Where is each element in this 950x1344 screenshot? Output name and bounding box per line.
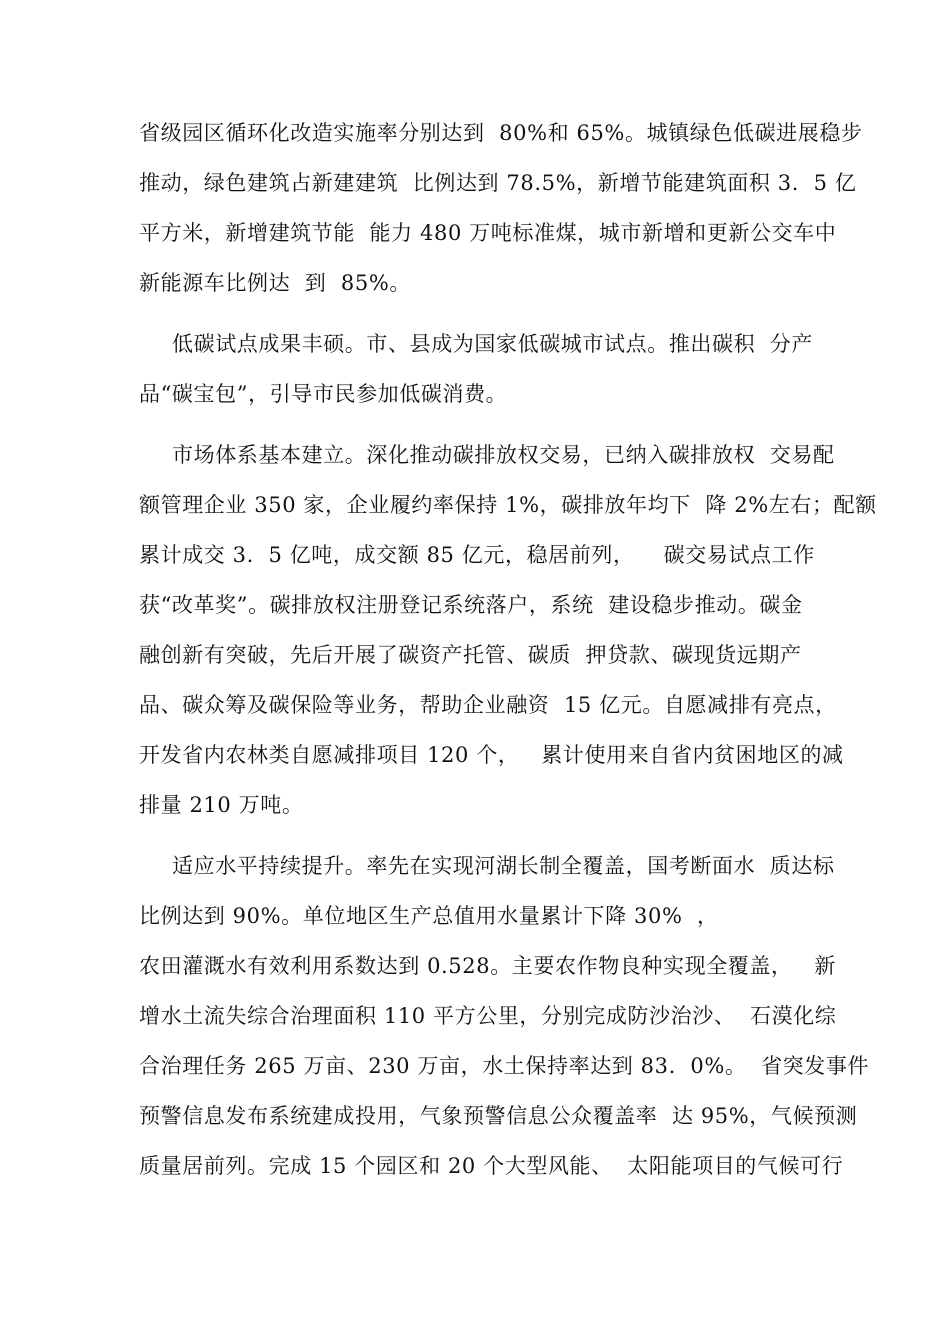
paragraph-3-line-3: 累计成交 3. 5 亿吨，成交额 85 亿元，稳居前列， 碳交易试点工作 [139,543,815,567]
paragraph-1-line-4: 新能源车比例达 到 85%。 [139,271,411,295]
paragraph-4-line-2: 比例达到 90%。单位地区生产总值用水量累计下降 30% ， [139,904,719,928]
paragraph-3-line-2: 额管理企业 350 家，企业履约率保持 1%，碳排放年均下 降 2%左右；配额 [139,493,877,517]
paragraph-4-line-5: 合治理任务 265 万亩、230 万亩，水土保持率达到 83. 0%。 省突发事件 [139,1054,870,1078]
paragraph-4-line-1: 适应水平持续提升。率先在实现河湖长制全覆盖，国考断面水 质达标 [172,854,835,878]
paragraph-1-line-1: 省级园区循环化改造实施率分别达到 80%和 65%。城镇绿色低碳进展稳步 [139,121,863,145]
paragraph-3-line-1: 市场体系基本建立。深化推动碳排放权交易，已纳入碳排放权 交易配 [172,443,835,467]
paragraph-1-line-2: 推动，绿色建筑占新建建筑 比例达到 78.5%，新增节能建筑面积 3. 5 亿 [139,171,857,195]
paragraph-3-line-5: 融创新有突破，先后开展了碳资产托管、碳质 押贷款、碳现货远期产 [139,643,802,667]
paragraph-3-line-7: 开发省内农林类自愿减排项目 120 个， 累计使用来自省内贫困地区的减 [139,743,844,767]
paragraph-4-line-7: 质量居前列。完成 15 个园区和 20 个大型风能、 太阳能项目的气候可行 [139,1154,844,1178]
paragraph-4-line-6: 预警信息发布系统建成投用，气象预警信息公众覆盖率 达 95%，气候预测 [139,1104,858,1128]
paragraph-3-line-4: 获“改革奖”。碳排放权注册登记系统落户，系统 建设稳步推动。碳金 [139,593,803,617]
paragraph-4-line-3: 农田灌溉水有效利用系数达到 0.528。主要农作物良种实现全覆盖， 新 [139,954,837,978]
paragraph-4-line-4: 增水土流失综合治理面积 110 平方公里，分别完成防沙治沙、 石漠化综 [139,1004,837,1028]
paragraph-2-line-1: 低碳试点成果丰硕。市、县成为国家低碳城市试点。推出碳积 分产 [172,332,813,356]
paragraph-2-line-2: 品“碳宝包”，引导市民参加低碳消费。 [139,382,508,406]
paragraph-3-line-6: 品、碳众筹及碳保险等业务，帮助企业融资 15 亿元。自愿减排有亮点， [139,693,837,717]
paragraph-1-line-3: 平方米，新增建筑节能 能力 480 万吨标准煤，城市新增和更新公交车中 [139,221,837,245]
paragraph-3-line-8: 排量 210 万吨。 [139,793,304,817]
